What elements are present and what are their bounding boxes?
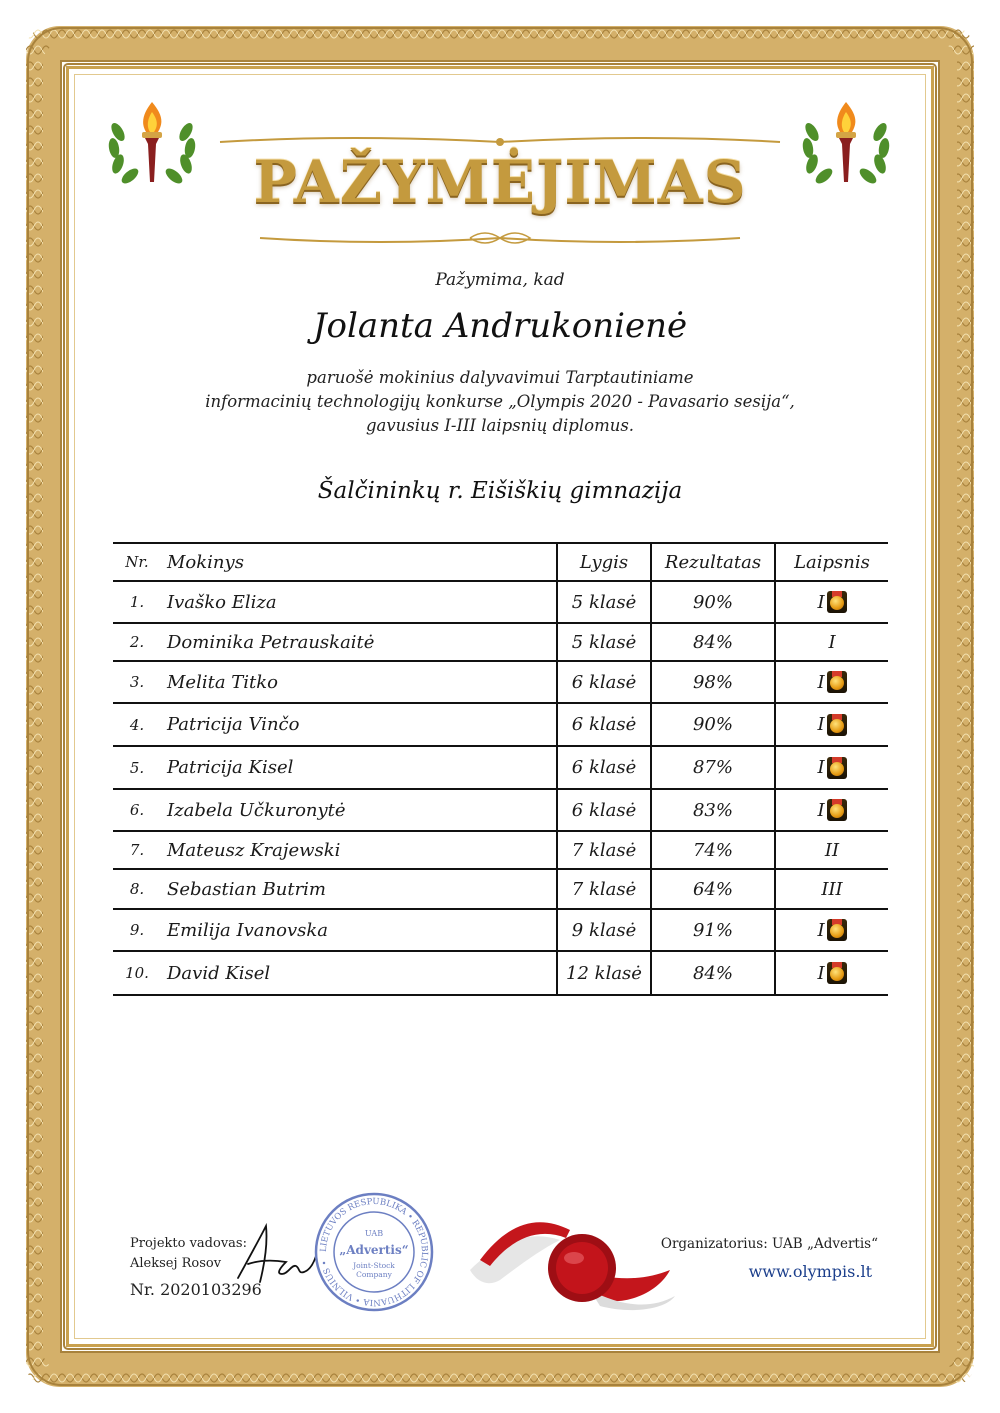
signature: [230, 1216, 320, 1296]
cell-student: Mateusz Krajewski: [161, 831, 557, 869]
degree-wrap: [817, 962, 846, 984]
cell-level: 6 klasė: [557, 746, 651, 789]
description: [200, 366, 800, 438]
stamp-top: UAB: [364, 1229, 384, 1238]
cell-result: 87%: [651, 746, 775, 789]
cell-level: 7 klasė: [557, 869, 651, 909]
cell-result: 84%: [651, 951, 775, 995]
cell-result: 74%: [651, 831, 775, 869]
table-row: [113, 869, 888, 909]
cell-nr: 9.: [113, 909, 161, 951]
header-level: Lygis: [557, 543, 651, 581]
cell-degree: [775, 789, 888, 831]
cell-result: 98%: [651, 661, 775, 703]
stamp-ring-text: LIETUVOS RESPUBLIKA • REPUBLIC OF LITHUANIA • VILNIUS •: [318, 1196, 430, 1308]
gold-medal-icon: [827, 671, 847, 693]
degree-text: I: [817, 919, 825, 941]
organizer: Organizatorius: UAB „Advertis“: [660, 1236, 878, 1252]
certificate-number: Nr. 2020103296: [130, 1280, 262, 1299]
cell-degree: [775, 831, 888, 869]
cell-student: Sebastian Butrim: [161, 869, 557, 909]
description-line: gavusius I-III laipsnių diplomus.: [365, 416, 635, 435]
degree-text: I: [817, 962, 825, 984]
cell-degree: [775, 951, 888, 995]
header-degree: Laipsnis: [775, 543, 888, 581]
cell-student: Emilija Ivanovska: [161, 909, 557, 951]
gold-medal-icon: [827, 919, 847, 941]
cell-nr: 5.: [113, 746, 161, 789]
cell-degree: [775, 661, 888, 703]
gold-medal-icon: [827, 757, 847, 779]
table-row: [113, 746, 888, 789]
cell-student: Ivaško Eliza: [161, 581, 557, 623]
intro-text: Pažymima, kad: [435, 270, 565, 290]
results-table: [113, 542, 888, 996]
cell-level: 6 klasė: [557, 661, 651, 703]
leader-name: Aleksej Rosov: [130, 1256, 222, 1271]
cell-nr: 3.: [113, 661, 161, 703]
header-student: Mokinys: [161, 543, 557, 581]
table-row: [113, 951, 888, 995]
gold-medal-icon: [827, 714, 847, 736]
gold-medal-icon: [827, 799, 847, 821]
cell-level: 5 klasė: [557, 623, 651, 661]
cell-result: 84%: [651, 623, 775, 661]
table-row: [113, 703, 888, 746]
results-body: [113, 581, 888, 995]
table-row: [113, 581, 888, 623]
cell-student: Melita Titko: [161, 661, 557, 703]
cell-level: 9 klasė: [557, 909, 651, 951]
website-link[interactable]: www.olympis.lt: [748, 1262, 872, 1281]
cell-degree: [775, 581, 888, 623]
cell-nr: 2.: [113, 623, 161, 661]
flourish-bottom-icon: [200, 228, 800, 248]
degree-text: II: [824, 839, 840, 861]
cell-level: 6 klasė: [557, 789, 651, 831]
cell-result: 64%: [651, 869, 775, 909]
cell-student: Patricija Kisel: [161, 746, 557, 789]
description-line: paruošė mokinius dalyvavimui Tarptautiniame: [306, 368, 694, 387]
stamp-name: „Advertis“: [339, 1243, 409, 1257]
cell-nr: 8.: [113, 869, 161, 909]
header-result: Rezultatas: [651, 543, 775, 581]
cell-nr: 7.: [113, 831, 161, 869]
table-row: [113, 831, 888, 869]
cell-result: 90%: [651, 581, 775, 623]
degree-text: I: [817, 591, 825, 613]
laurel-torch-icon: [798, 96, 894, 192]
header-nr: Nr.: [113, 543, 161, 581]
degree-wrap: [817, 757, 846, 779]
degree-wrap: [817, 591, 846, 613]
cell-nr: 10.: [113, 951, 161, 995]
degree-wrap: [828, 632, 835, 653]
gold-medal-icon: [827, 962, 847, 984]
cell-student: Patricija Vinčo: [161, 703, 557, 746]
laurel-torch-icon: [104, 96, 200, 192]
cell-degree: [775, 746, 888, 789]
cell-student: Dominika Petrauskaitė: [161, 623, 557, 661]
cell-degree: [775, 623, 888, 661]
leader-label: Projekto vadovas:: [130, 1236, 247, 1251]
degree-text: I: [817, 671, 825, 693]
degree-text: I: [817, 757, 825, 778]
cell-student: Izabela Učkuronytė: [161, 789, 557, 831]
table-row: [113, 789, 888, 831]
cell-level: 6 klasė: [557, 703, 651, 746]
cell-nr: 6.: [113, 789, 161, 831]
degree-wrap: [817, 671, 846, 693]
degree-wrap: [821, 879, 842, 900]
cell-level: 7 klasė: [557, 831, 651, 869]
recipient-name: Jolanta Andrukonienė: [312, 306, 688, 346]
degree-text: I: [828, 631, 836, 653]
wax-seal-icon: [470, 1210, 680, 1315]
page-title: PAŽYMĖJIMAS: [253, 148, 747, 216]
description-line: informacinių technologijų konkurse „Olympis 2020 - Pavasario sesija“,: [205, 392, 795, 411]
cell-level: 12 klasė: [557, 951, 651, 995]
cell-student: David Kisel: [161, 951, 557, 995]
cell-nr: 4.: [113, 703, 161, 746]
cell-degree: [775, 909, 888, 951]
cell-degree: [775, 703, 888, 746]
cell-result: 90%: [651, 703, 775, 746]
cell-degree: [775, 869, 888, 909]
stamp-sub2: Company: [356, 1270, 392, 1279]
gold-medal-icon: [827, 591, 847, 613]
title-block: [200, 128, 800, 250]
table-header-row: [113, 543, 888, 581]
degree-wrap: [817, 799, 846, 821]
degree-wrap: [825, 840, 839, 861]
table-row: [113, 623, 888, 661]
degree-wrap: [817, 714, 846, 736]
degree-text: III: [821, 878, 843, 900]
school-name: Šalčininkų r. Eišiškių gimnazija: [317, 478, 683, 504]
cell-nr: 1.: [113, 581, 161, 623]
cell-level: 5 klasė: [557, 581, 651, 623]
degree-text: I: [817, 799, 825, 821]
table-row: [113, 909, 888, 951]
degree-wrap: [817, 919, 846, 941]
cell-result: 83%: [651, 789, 775, 831]
stamp-sub1: Joint-Stock: [353, 1261, 395, 1270]
company-stamp: [312, 1190, 436, 1314]
table-row: [113, 661, 888, 703]
degree-text: I: [817, 714, 825, 735]
cell-result: 91%: [651, 909, 775, 951]
